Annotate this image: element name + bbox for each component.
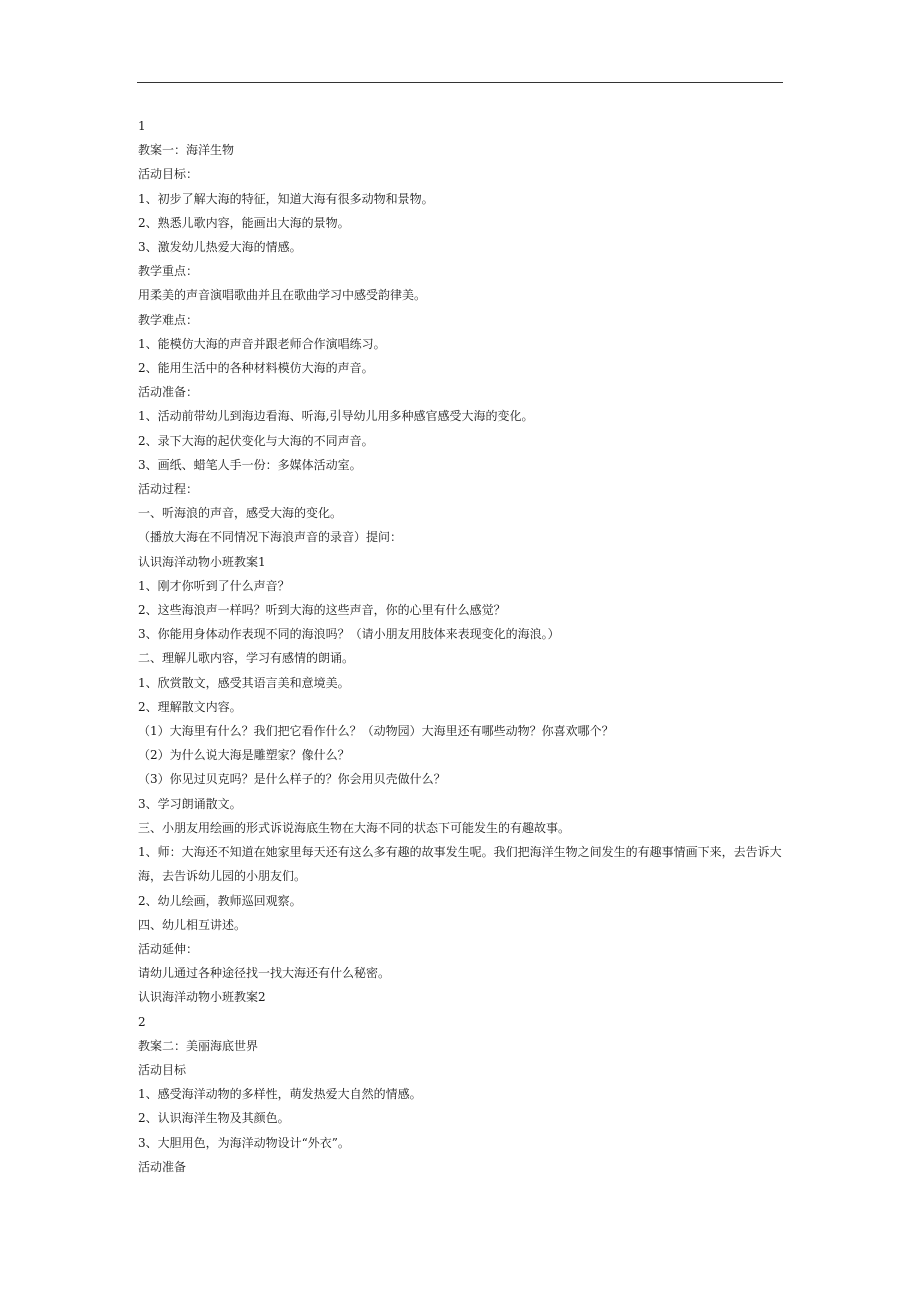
text-line: 1、欣赏散文，感受其语言美和意境美。 <box>138 675 350 690</box>
section-heading: 教学重点： <box>138 264 199 279</box>
text-line: 二、理解儿歌内容，学习有感情的朗诵。 <box>138 651 355 666</box>
section-heading: 活动准备 <box>138 1159 187 1174</box>
text-line: 3、你能用身体动作表现不同的海浪吗？（请小朋友用肢体来表现变化的海浪。） <box>138 627 560 642</box>
section-heading: 活动准备： <box>138 385 199 400</box>
section-heading: 活动目标： <box>138 167 199 182</box>
section-heading: 活动过程： <box>138 482 199 497</box>
article-title: 认识海洋动物小班教案2 <box>138 990 266 1005</box>
text-line: 2、理解散文内容。 <box>138 699 242 714</box>
text-line: 一、听海浪的声音，感受大海的变化。 <box>138 506 343 521</box>
article-title: 认识海洋动物小班教案1 <box>138 554 266 569</box>
text-line: （1）大海里有什么？我们把它看作什么？（动物园）大海里还有哪些动物？你喜欢哪个？ <box>138 724 614 739</box>
text-line: 1、能模仿大海的声音并跟老师合作演唱练习。 <box>138 336 386 351</box>
text-line: 3、激发幼儿热爱大海的情感。 <box>138 240 302 255</box>
text-line: 3、学习朗诵散文。 <box>138 796 242 811</box>
text-line: 1、感受海洋动物的多样性，萌发热爱大自然的情感。 <box>138 1087 422 1102</box>
text-line: 请幼儿通过各种途径找一找大海还有什么秘密。 <box>138 966 391 981</box>
text-line: （2）为什么说大海是雕塑家？像什么？ <box>138 748 350 763</box>
text-line: 3、画纸、蜡笔人手一份：多媒体活动室。 <box>138 457 362 472</box>
text-line: 2、认识海洋生物及其颜色。 <box>138 1111 290 1126</box>
section-heading: 活动目标 <box>138 1062 187 1077</box>
text-line: 2、幼儿绘画，教师巡回观察。 <box>138 893 302 908</box>
text-line: 三、小朋友用绘画的形式诉说海底生物在大海不同的状态下可能发生的有趣故事。 <box>138 820 571 835</box>
section-heading: 活动延伸： <box>138 941 199 956</box>
text-line: 1、刚才你听到了什么声音？ <box>138 578 290 593</box>
text-line: 2、这些海浪声一样吗？听到大海的这些声音，你的心里有什么感觉？ <box>138 603 506 618</box>
page-number: 1 <box>138 119 146 133</box>
section-heading: 教学难点： <box>138 312 199 327</box>
page-number: 2 <box>138 1014 146 1029</box>
text-line: 2、熟悉儿歌内容，能画出大海的景物。 <box>138 215 350 230</box>
lesson-title: 教案一：海洋生物 <box>138 143 235 158</box>
text-line: 2、能用生活中的各种材料模仿大海的声音。 <box>138 361 374 376</box>
text-line: 用柔美的声音演唱歌曲并且在歌曲学习中感受韵律美。 <box>138 288 427 303</box>
text-paragraph: 1、师：大海还不知道在她家里每天还有这么多有趣的故事发生呢。我们把海洋生物之间发生的有趣事情画下来，去告诉大海，去告诉幼儿园的小朋友们。 <box>138 845 782 884</box>
text-line: 1、初步了解大海的特征，知道大海有很多动物和景物。 <box>138 191 434 206</box>
text-line: 1、活动前带幼儿到海边看海、听海,引导幼儿用多种感官感受大海的变化。 <box>138 409 534 424</box>
text-line: （3）你见过贝克吗？是什么样子的？你会用贝壳做什么？ <box>138 772 446 787</box>
text-line: 2、录下大海的起伏变化与大海的不同声音。 <box>138 433 374 448</box>
lesson-title: 教案二：美丽海底世界 <box>138 1038 259 1053</box>
text-line: 四、幼儿相互讲述。 <box>138 917 247 932</box>
text-line: （播放大海在不同情况下海浪声音的录音）提问： <box>138 530 403 545</box>
header-rule <box>137 82 783 83</box>
text-line: 3、大胆用色，为海洋动物设计“外衣”。 <box>138 1135 350 1150</box>
document-body <box>138 114 788 1179</box>
